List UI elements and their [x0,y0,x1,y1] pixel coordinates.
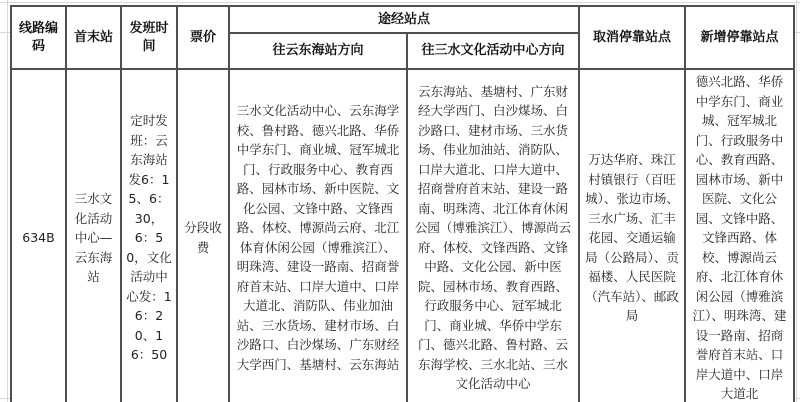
cell-new-stops: 德兴北路、华侨中学东门、商业城、冠军城北门、行政服务中心、教育西路、园林市场、新中医院、文化公园、文锋中路、文锋西路、体校、博源尚云府、北江体育休闲公园（博雅滨江）、明珠湾、建设一路南、招商誉府首末站、口岸大道中、口岸大道北 [685,69,794,402]
cell-cancelled-stops: 万达华府、珠江村镇银行（百旺城）、张边市场、三水广场、汇丰花园、交通运输局（公路局）、贡福楼、人民医院（汽车站）、邮政局 [579,69,685,402]
header-via-stops: 途经站点 [229,6,579,33]
grid-line-vertical-right [796,0,797,402]
header-direction-yundonghai: 往云东海站方向 [229,33,407,69]
header-departure-time: 发班时间 [121,6,177,69]
header-direction-culture-center: 往三水文化活动中心方向 [407,33,579,69]
bus-route-table [10,5,795,402]
header-line-code: 线路编码 [11,6,66,69]
cell-direction-culture-center-stops: 云东海站、基塘村、广东财经大学西门、白沙煤场、白沙路口、建材市场、三水货场、伟业加油站、消防队、口岸大道北、口岸大道中、招商誉府首末站、建设一路南、明珠湾、北江体育休闲公园（博雅滨江）、博源尚云府、体校、文锋西路、文锋中路、文化公园、新中医院、园林市场、教育西路、行政服务中心、冠军城北门、商业城、华侨中学东门、德兴北路、鲁村路、云东海学校、三水北站、三水文化活动中心 [407,69,579,402]
grid-line-vertical-left [7,0,8,402]
cell-departure-time: 定时发班：云东海站发6：15、6：30，6：50，文化活动中心发：16：20、16：50 [121,69,177,402]
header-cancelled-stops: 取消停靠站点 [579,6,685,69]
cell-line-code: 634B [11,69,66,402]
header-new-stops: 新增停靠站点 [685,6,794,69]
header-terminals: 首末站 [66,6,121,69]
table-row [11,69,794,402]
cell-terminals: 三水文化活动中心—云东海站 [66,69,121,402]
cell-fare: 分段收费 [177,69,229,402]
header-fare: 票价 [177,6,229,69]
grid-line-horizontal-top [0,2,800,3]
cell-direction-yundonghai-stops: 三水文化活动中心、云东海学校、鲁村路、德兴北路、华侨中学东门、商业城、冠军城北门、行政服务中心、教育西路、园林市场、新中医院、文化公园、文锋中路、文锋西路、体校、博源尚云府、北江体育休闲公园（博雅滨江）、明珠湾、建设一路南、招商誉府首末站、口岸大道中、口岸大道北、消防队、伟业加油站、三水货场、建材市场、白沙路口、白沙煤场、广东财经大学西门、基塘村、云东海站 [229,69,407,402]
